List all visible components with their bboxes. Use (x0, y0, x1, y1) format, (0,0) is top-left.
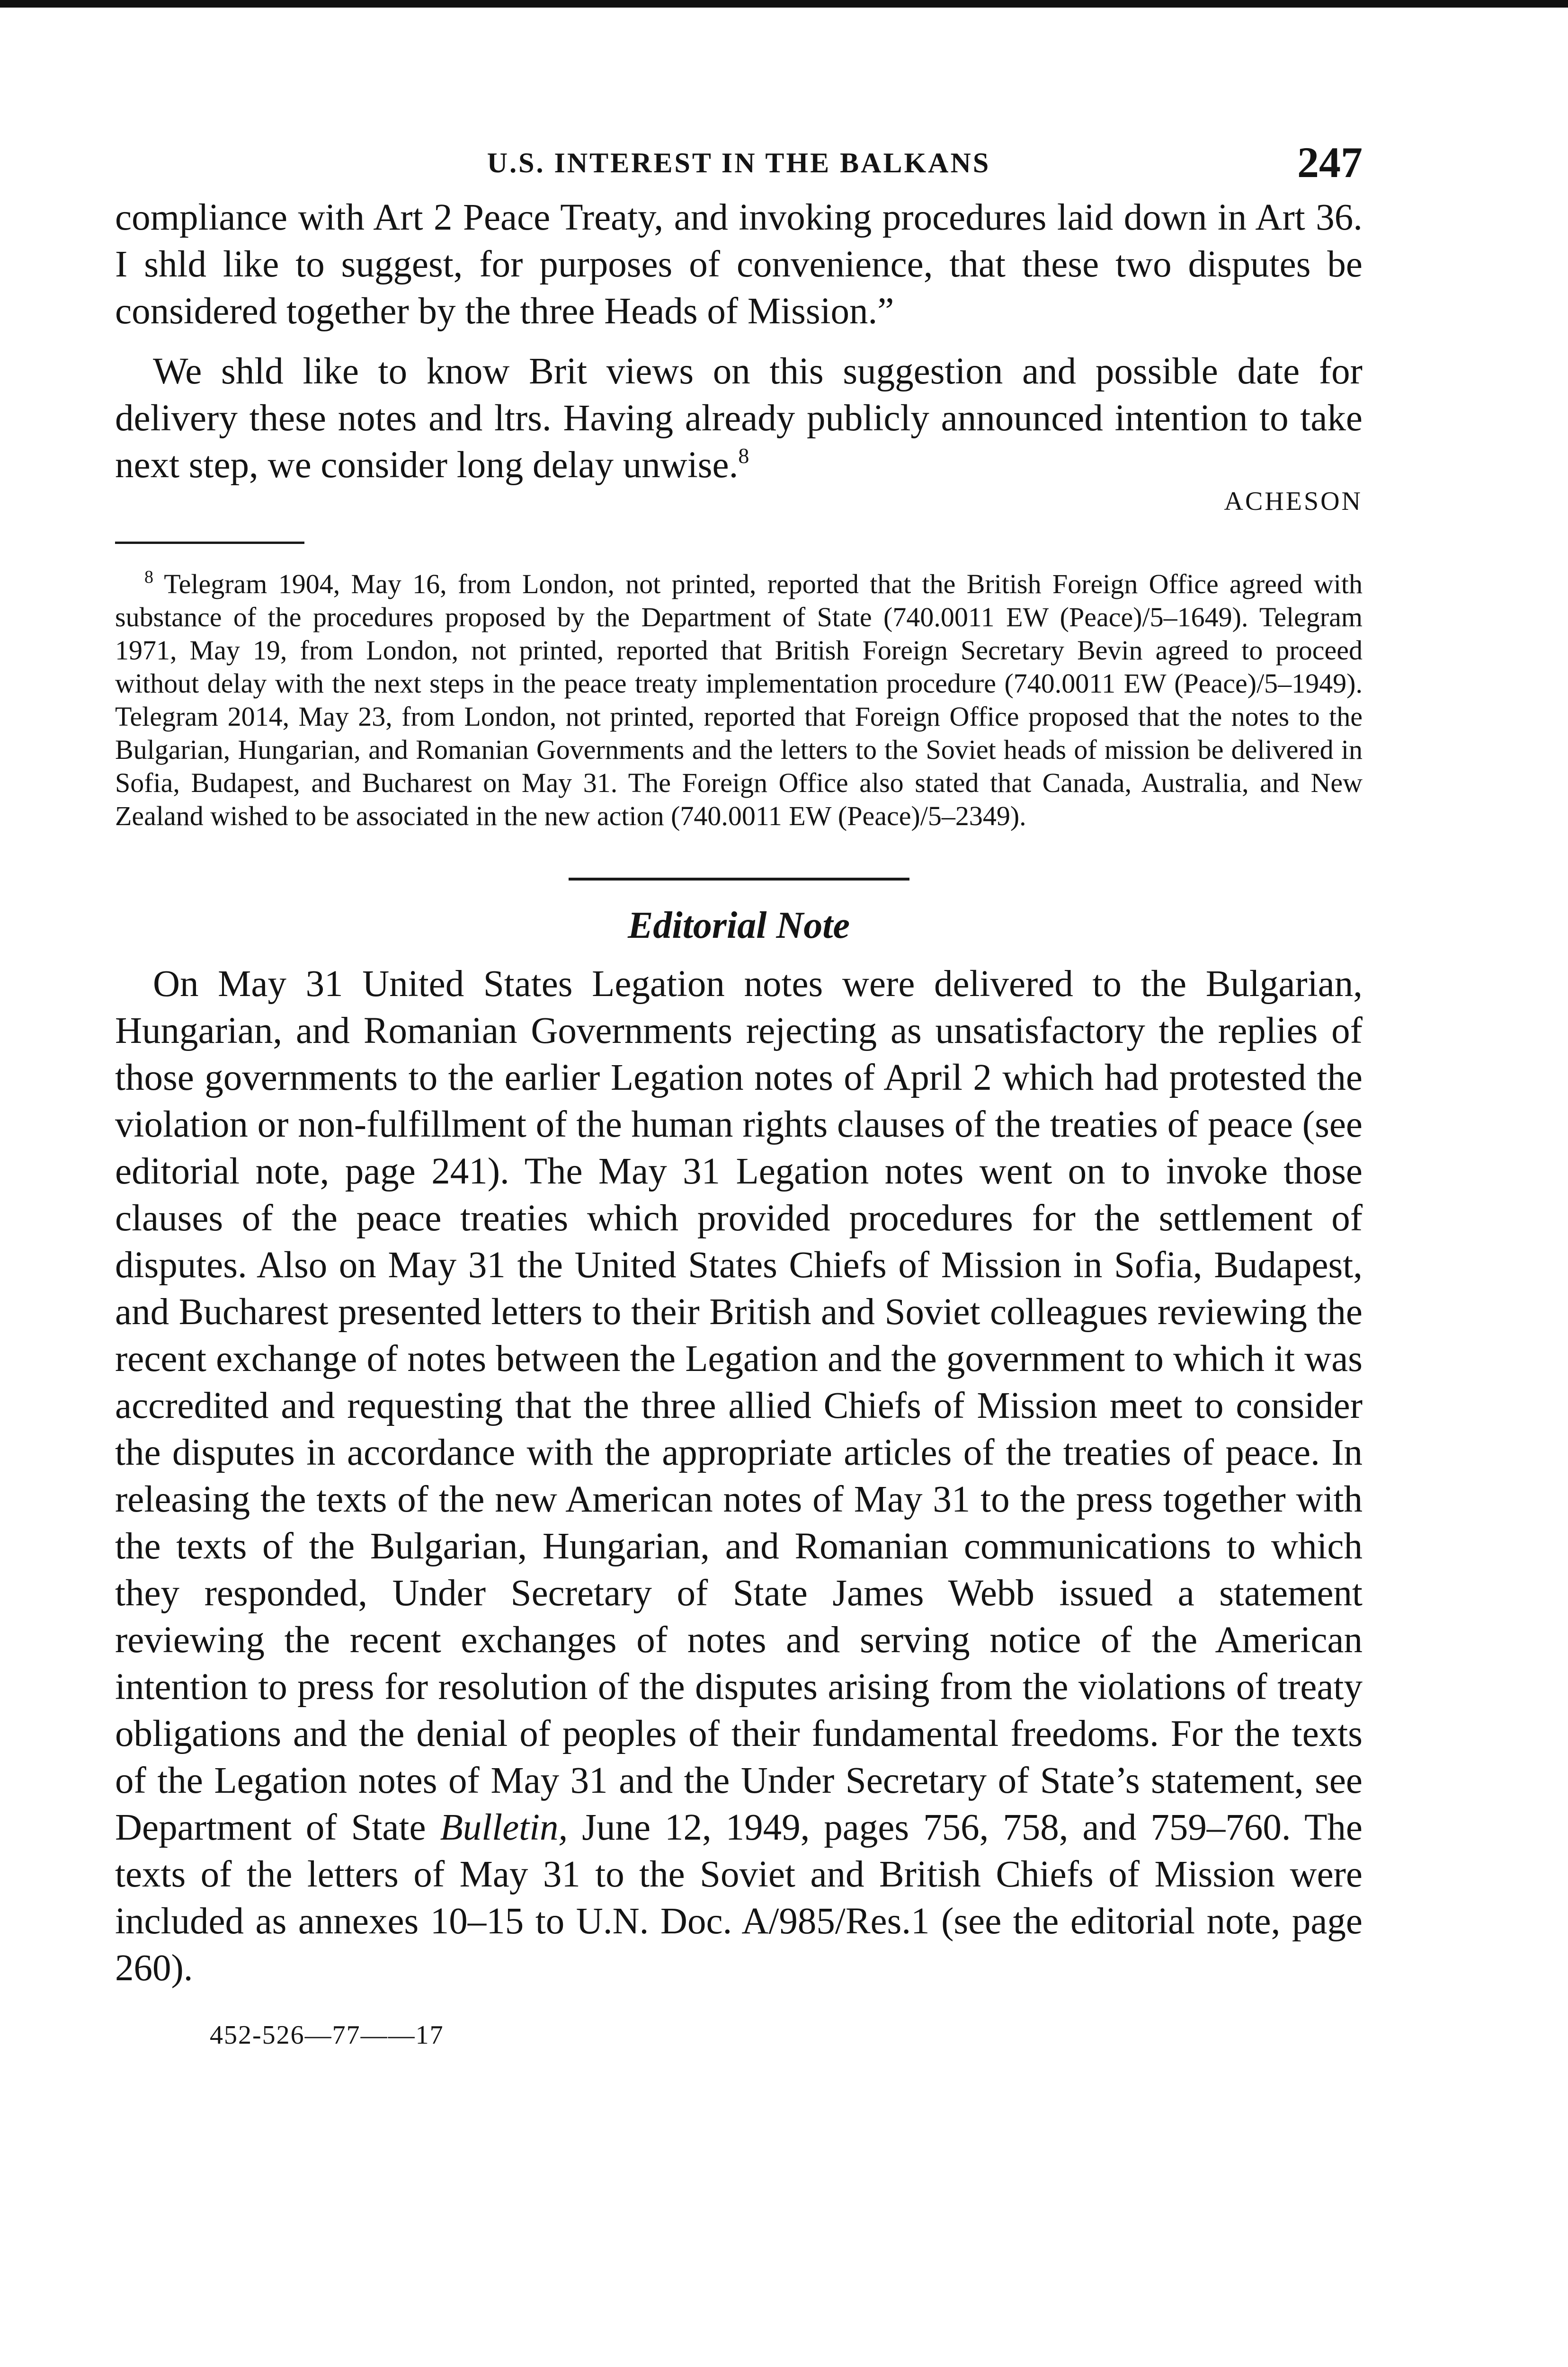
footnote-reference: 8 (738, 444, 749, 468)
telegram-paragraph-continued: compliance with Art 2 Peace Treaty, and invoking procedures laid down in Art 36. I shld like to suggest, for purposes of convenience, that these two disputes be considered together by the three Heads of Mission.” (115, 197, 1363, 332)
print-code: 452-526—77——17 (210, 2020, 444, 2050)
top-border-rule (0, 0, 1568, 8)
editorial-note-paragraph (115, 961, 1363, 1992)
page-number: 247 (1297, 138, 1363, 187)
editorial-note-text-after: June 12, 1949, pages 756, 758, and 759–760. The texts of the letters of May 31 to the Soviet and British Chiefs of Mission were included as annexes 10–15 to U.N. Doc. A/985/Res.1 (see the editorial note, page 260). (115, 1807, 1363, 1989)
bulletin-reference: Bulletin, (440, 1807, 568, 1848)
section-divider (569, 878, 909, 881)
editorial-note-text-before: On May 31 United States Legation notes were delivered to the Bulgarian, Hungarian, and Romanian Governments rejecting as unsatisfactory the replies of those governments to the earlier Legation notes of April 2 which had protested the violation or non-fulfillment of the human rights clauses of the treaties of peace (see editorial note, page 241). The May 31 Legation notes went on to invoke those clauses of the peace treaties which provided procedures for the settlement of disputes. Also on May 31 the United States Chiefs of Mission in Sofia, Budapest, and Bucharest presented letters to their British and Soviet colleagues reviewing the recent exchange of notes between the Legation and the government to which it was accredited and requesting that the three allied Chiefs of Mission meet to consider the disputes in accordance with the appropriate articles of the treaties of peace. In releasing the texts of the new American notes of May 31 to the press together with the texts of the Bulgarian, Hungarian, and Romanian communications to which they responded, Under Secretary of State James Webb issued a statement reviewing the recent exchanges of notes and serving notice of the American intention to press for resolution of the disputes arising from the violations of treaty obligations and the denial of peoples of their fundamental freedoms. For the texts of the Legation notes of May 31 and the Under Secretary of State’s statement, see Department of State (115, 963, 1363, 1848)
telegram-paragraph (115, 348, 1363, 489)
paragraph-gap (115, 335, 1363, 348)
telegram-paragraph-text: We shld like to know Brit views on this suggestion and possible date for delivery these notes and ltrs. Having already publicly announced intention to take next step, we consider long delay unwise. (115, 351, 1363, 486)
footnote-text: Telegram 1904, May 16, from London, not printed, reported that the British Foreign Office agreed with substance of the procedures proposed by the Department of State (740.0011 EW (Peace)/5–1649). Telegram 1971, May 19, from London, not printed, reported that British Foreign Secretary Bevin agreed to proceed without delay with the next steps in the peace treaty implementation procedure (740.0011 EW (Peace)/5–1949). Telegram 2014, May 23, from London, not printed, reported that Foreign Office proposed that the notes to the Bulgarian, Hungarian, and Romanian Governments and the letters to the Soviet heads of mission be delivered in Sofia, Budapest, and Bucharest on May 31. The Foreign Office also stated that Canada, Australia, and New Zealand wished to be associated in the new action (740.0011 EW (Peace)/5–2349). (115, 569, 1363, 831)
footnote-rule (115, 542, 304, 544)
editorial-note-title: Editorial Note (628, 905, 850, 946)
document-page (115, 137, 1363, 2050)
footnote (115, 568, 1363, 833)
running-head (115, 137, 1363, 194)
footnote-marker: 8 (144, 567, 153, 587)
running-title: U.S. INTEREST IN THE BALKANS (487, 147, 991, 178)
signature: ACHESON (1224, 487, 1363, 516)
